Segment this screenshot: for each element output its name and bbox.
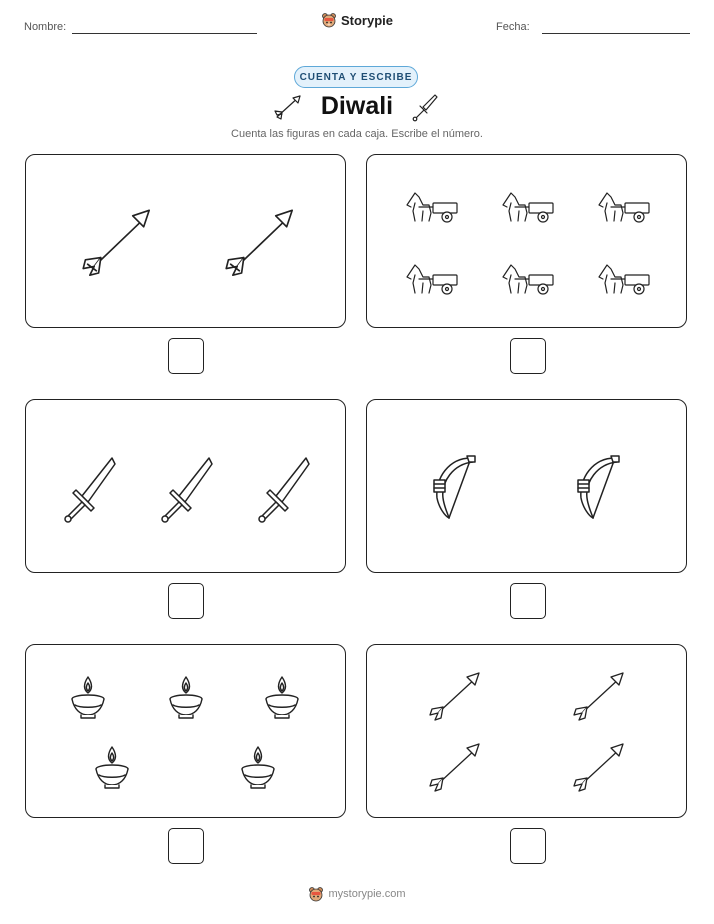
name-label: Nombre: bbox=[24, 21, 67, 33]
horse-cart-icon bbox=[503, 265, 553, 294]
bear-mascot-icon bbox=[321, 12, 337, 28]
sword-icon bbox=[162, 458, 212, 522]
arrow-icon bbox=[83, 210, 149, 275]
bow-icon bbox=[434, 456, 475, 518]
brand-logo bbox=[0, 12, 714, 28]
sword-icon bbox=[65, 458, 115, 522]
arrow-icon bbox=[226, 210, 292, 275]
name-field[interactable] bbox=[72, 33, 257, 34]
instructions: Cuenta las figuras en cada caja. Escribe el número. bbox=[231, 128, 483, 140]
diya-lamp-icon bbox=[72, 677, 104, 718]
horse-cart-icon bbox=[407, 193, 457, 222]
diya-lamp-icon bbox=[96, 747, 128, 788]
answer-box-4[interactable] bbox=[510, 583, 546, 619]
bear-mascot-icon bbox=[308, 886, 324, 902]
count-box-6 bbox=[366, 644, 687, 818]
footer bbox=[0, 886, 714, 902]
count-box-1 bbox=[25, 154, 346, 328]
date-label: Fecha: bbox=[496, 21, 530, 33]
diya-lamp-icon bbox=[170, 677, 202, 718]
count-box-3 bbox=[25, 399, 346, 573]
horse-cart-icon bbox=[407, 265, 457, 294]
bow-icon bbox=[578, 456, 619, 518]
page-title: Diwali bbox=[320, 92, 394, 120]
brand-name: Storypie bbox=[340, 12, 393, 28]
count-box-5 bbox=[25, 644, 346, 818]
diya-lamp-icon bbox=[266, 677, 298, 718]
sword-icon bbox=[259, 458, 309, 522]
horse-cart-icon bbox=[599, 265, 649, 294]
activity-badge: CUENTA Y ESCRIBE bbox=[294, 66, 418, 88]
arrow-icon bbox=[430, 744, 479, 791]
arrow-icon bbox=[430, 673, 479, 720]
answer-box-3[interactable] bbox=[168, 583, 204, 619]
count-box-2 bbox=[366, 154, 687, 328]
count-box-4 bbox=[366, 399, 687, 573]
diya-lamp-icon bbox=[242, 747, 274, 788]
answer-box-5[interactable] bbox=[168, 828, 204, 864]
answer-box-6[interactable] bbox=[510, 828, 546, 864]
answer-box-2[interactable] bbox=[510, 338, 546, 374]
footer-link[interactable]: mystorypie.com bbox=[328, 888, 406, 900]
answer-box-1[interactable] bbox=[168, 338, 204, 374]
horse-cart-icon bbox=[503, 193, 553, 222]
date-field[interactable] bbox=[542, 33, 690, 34]
sword-icon bbox=[410, 92, 440, 122]
arrow-icon bbox=[574, 673, 623, 720]
arrow-icon bbox=[574, 744, 623, 791]
horse-cart-icon bbox=[599, 193, 649, 222]
